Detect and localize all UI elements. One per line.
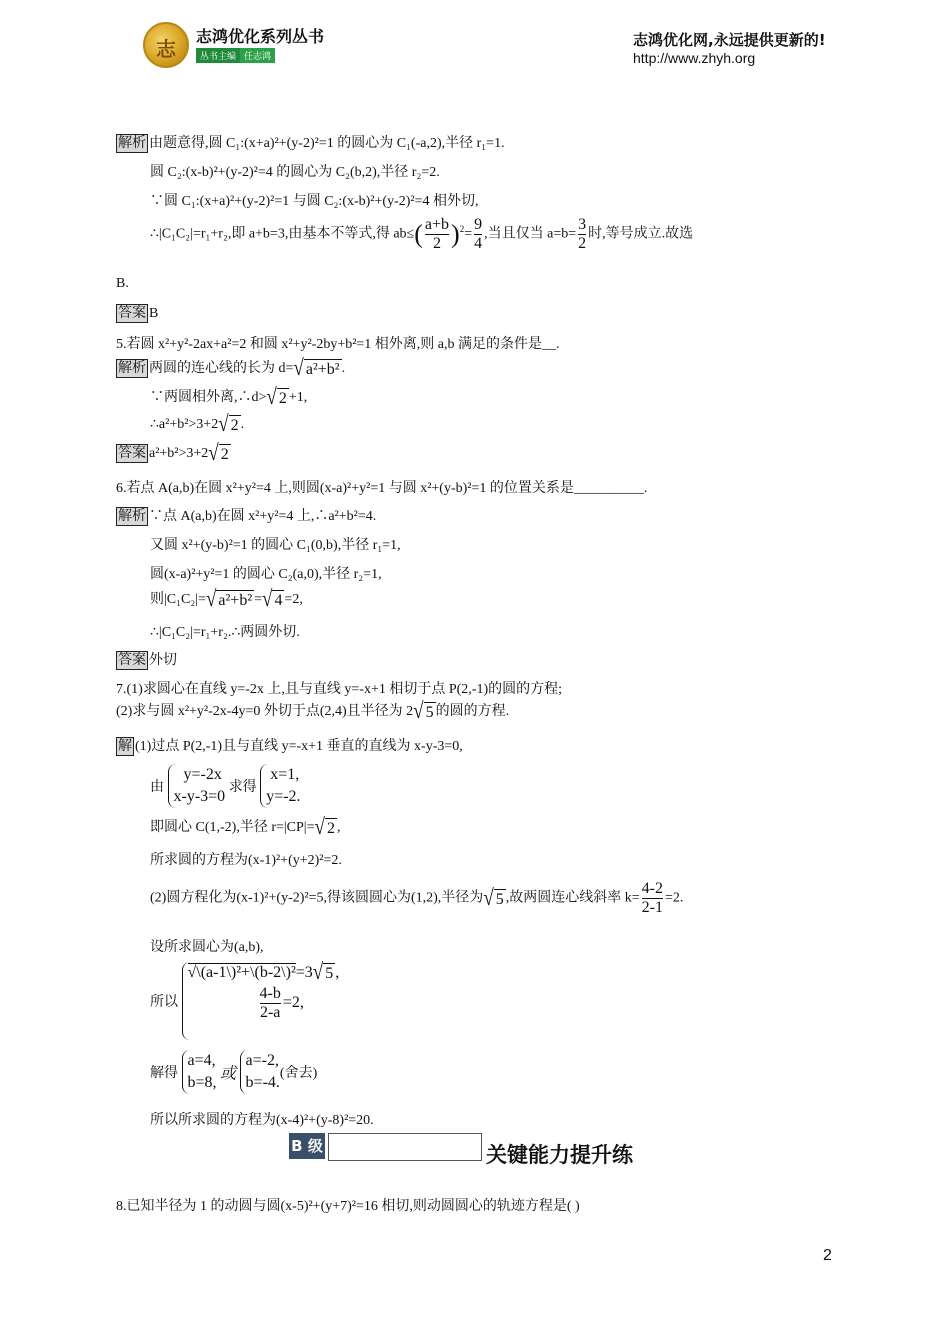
q7-solution-line5 <box>150 880 683 917</box>
q7-solution-line9: 所以所求圆的方程为(x-4)²+(y-8)²=20. <box>150 1113 374 1128</box>
q6-analysis-line3: 圆(x-a)²+y²=1 的圆心 C₂(a,0),半径 r₂=1, <box>150 567 382 582</box>
q5-analysis-line2 <box>150 386 307 409</box>
q6-analysis-line2: 又圆 x²+(y-b)²=1 的圆心 C₁(0,b),半径 r₁=1, <box>150 538 401 553</box>
q5-answer-radicand: 2 <box>220 446 229 463</box>
q7-slope-fraction <box>642 880 663 917</box>
q7-eq1-radicand: 5 <box>325 965 334 982</box>
q5-sqrt-2-radicand: 2 <box>278 389 287 407</box>
solution-tag: 解 <box>118 738 132 754</box>
q5-sqrt-2: √ 2 <box>266 384 287 410</box>
q7-system-3-eq2 <box>188 985 340 1022</box>
q7-s1-text: (1)过点 P(2,-1)且与直线 y=-x+1 垂直的直线为 x-y-3=0, <box>135 739 463 754</box>
q6-sqrt-2: √ 4 <box>262 586 283 612</box>
q7-s3-radicand: 2 <box>326 819 335 837</box>
q7-question-1: 7.(1)求圆心在直线 y=-2x 上,且与直线 y=-x+1 相切于点 P(2,-1)的圆的方程; <box>116 682 562 697</box>
q7-sol2-b: b=-4. <box>245 1074 280 1091</box>
q7-solution-system-2 <box>150 959 340 1040</box>
q4-frac1-num: a+b <box>424 216 450 233</box>
q7-slope-num: 4-2 <box>641 880 663 897</box>
q7-system-1-eq1: y=-2x <box>183 766 222 783</box>
q7-solution-line1 <box>116 735 463 756</box>
site-slogan: 志鸿优化网,永远提供更新的! <box>633 31 826 49</box>
q5-l3-end: . <box>240 417 245 433</box>
q6-sqrt-2-radicand: 4 <box>274 591 283 609</box>
answer-tag: 答案 <box>118 305 146 321</box>
q4-fraction-3 <box>578 216 586 253</box>
q7-s5-text: (2)圆方程化为(x-1)²+(y-2)²=5,得该圆圆心为(1,2),半径为 <box>150 890 484 906</box>
q7-system-5-brace <box>240 1050 280 1094</box>
q7-eq2-end: =2, <box>282 994 304 1012</box>
answer-tag: 答案 <box>118 652 146 668</box>
analysis-tag: 解析 <box>118 135 146 151</box>
q7-system-1-eq2: x-y-3=0 <box>173 788 226 805</box>
q7-solution-line4: 所求圆的方程为(x-1)²+(y+2)²=2. <box>150 853 342 868</box>
q6-l1-text: ∵点 A(a,b)在圆 x²+y²=4 上,∴a²+b²=4. <box>149 509 377 524</box>
q7-s5-end: =2. <box>664 890 684 906</box>
q7-s5-sqrt: √ 5 <box>483 885 504 911</box>
q4-frac2-num: 9 <box>474 216 483 233</box>
q7-s8-end: (舍去) <box>279 1066 318 1081</box>
q6-answer <box>116 649 177 670</box>
q6-l4-text: 则|C₁C₂|= <box>150 592 206 607</box>
q5-analysis-line3 <box>150 411 245 437</box>
q7-solution-line6: 设所求圆心为(a,b), <box>150 940 264 955</box>
q5-sqrt-3-radicand: 2 <box>230 417 239 434</box>
analysis-tag: 解析 <box>118 360 146 376</box>
q6-analysis-line4 <box>150 588 303 611</box>
q7-q2-sqrt: √ 5 <box>413 698 434 724</box>
q7-s5-text-2: ,故两圆连心线斜率 k= <box>505 890 640 906</box>
q4-l4-text-2: ,当且仅当 a=b= <box>484 226 577 242</box>
q7-system-2-eq2: y=-2. <box>266 788 301 805</box>
section-title: 关键能力提升练 <box>486 1143 633 1167</box>
q6-answer-text: 外切 <box>149 653 177 668</box>
q5-answer <box>116 440 231 466</box>
q5-answer-text: a²+b²>3+2 <box>149 446 209 462</box>
q6-sqrt-1: √ a²+b² <box>205 586 253 612</box>
q7-solution-system-1 <box>150 764 301 808</box>
section-level-badge: B 级 <box>289 1133 325 1159</box>
q4-analysis-line3: ∵圆 C₁:(x+a)²+(y-2)²=1 与圆 C₂:(x-b)²+(y-2)²=4 相外切, <box>150 194 479 209</box>
q4-answer-text: B <box>149 306 159 321</box>
q4-l4-text-3: 时,等号成立.故选 <box>588 226 694 242</box>
q7-eq1-end: , <box>335 964 340 982</box>
editor-badge <box>196 48 275 62</box>
q7-solution-line3 <box>150 816 340 839</box>
q7-system-3-brace <box>182 959 340 1040</box>
q7-eq1-root: √\(a-1\)²+\(b-2\)² <box>187 964 296 982</box>
page-number: 2 <box>823 1247 832 1264</box>
editor-name: 任志鸿 <box>240 48 275 63</box>
q4-frac3-den: 2 <box>578 235 587 252</box>
q4-text: 由题意得,圆 C₁:(x+a)²+(y-2)²=1 的圆心为 C₁(-a,2),半径 r₁=1. <box>149 136 505 151</box>
q7-q2-radicand: 5 <box>425 703 434 721</box>
q4-l4-text: ∴|C₁C₂|=r₁+r₂,即 a+b=3,由基本不等式,得 ab≤ <box>150 226 415 242</box>
q5-answer-sqrt: √ 2 <box>208 440 229 466</box>
q5-l3-text: ∴a²+b²>3+2 <box>150 417 219 433</box>
q4-eq: = <box>464 226 473 242</box>
q7-s8-pre: 解得 <box>150 1066 178 1081</box>
q7-sol1-a: a=4, <box>187 1052 216 1069</box>
q7-s3-text: 即圆心 C(1,-2),半径 r=|CP|= <box>150 820 315 835</box>
q6-l4-eq: = <box>254 592 263 607</box>
q7-system-2-eq1: x=1, <box>270 766 300 783</box>
q4-frac2-den: 4 <box>474 235 483 252</box>
q5-l2-end: +1, <box>288 390 308 405</box>
q5-sqrt-3: √ 2 <box>218 411 239 437</box>
q4-power: 2 <box>459 224 465 235</box>
q5-question: 5.若圆 x²+y²-2ax+a²=2 和圆 x²+y²-2by+b²=1 相外离,则 a,b 满足的条件是__. <box>116 337 560 352</box>
q6-question: 6.若点 A(a,b)在圆 x²+y²=4 上,则圆(x-a)²+y²=1 与圆 x²+(y-b)²=1 的位置关系是__________. <box>116 481 648 496</box>
q6-l4-end: =2, <box>284 592 303 607</box>
q7-eq2-den: 2-a <box>259 1004 281 1021</box>
q7-q2-text: (2)求与圆 x²+y²-2x-4y=0 外切于点(2,4)且半径为 2 <box>116 704 414 719</box>
q5-l2-text: ∵两圆相外离,∴d> <box>150 390 267 405</box>
section-bar-box <box>328 1133 482 1161</box>
q7-s7-pre: 所以 <box>150 995 178 1010</box>
q7-s3-end: , <box>336 820 341 835</box>
q7-solution-system-3 <box>150 1050 317 1094</box>
q5-sqrt-1: √ a²+b² <box>293 355 340 381</box>
q6-analysis-line1 <box>116 505 376 526</box>
q5-l1-text: 两圆的连心线的长为 d= <box>149 361 294 376</box>
q7-system-3-eq1 <box>187 959 340 985</box>
q4-analysis-line5: B. <box>116 276 129 291</box>
q7-s3-sqrt: √ 2 <box>314 814 335 840</box>
q5-sqrt-1-radicand: a²+b² <box>305 360 340 378</box>
q4-analysis-line4: ∴|C₁C₂|=r₁+r₂,即 a+b=3,由基本不等式,得 ab≤( $\frac{a+b}{2}$ )$^2$= $\frac{9}{4}$ ,当且仅当 a=b= $\frac{3}{2}$ 时,等号成立.故选 <box>150 216 694 252</box>
series-title: 志鸿优化系列丛书 <box>196 27 325 46</box>
q7-eq2-fraction <box>260 985 281 1022</box>
q7-sol2-a: a=-2, <box>245 1052 279 1069</box>
q4-analysis-line2: 圆 C₂:(x-b)²+(y-2)²=4 的圆心为 C₂(b,2),半径 r₂=2. <box>150 165 440 180</box>
q7-system-1-brace <box>168 764 226 808</box>
site-url[interactable]: http://www.zhyh.org <box>633 50 756 66</box>
answer-tag: 答案 <box>118 445 146 462</box>
q7-eq2-num: 4-b <box>259 985 281 1002</box>
q4-frac3-num: 3 <box>578 216 587 233</box>
q8-question: 8.已知半径为 1 的动圆与圆(x-5)²+(y+7)²=16 相切,则动圆圆心的轨迹方程是( ) <box>116 1199 580 1214</box>
q7-s5-radicand: 5 <box>495 890 504 908</box>
editor-label: 丛书主编 <box>196 48 240 63</box>
q7-sol1-b: b=8, <box>187 1074 217 1091</box>
q4-frac1-den: 2 <box>432 235 441 252</box>
q7-system-2-brace <box>260 764 300 808</box>
q4-answer <box>116 304 158 323</box>
q7-q2-end: 的圆的方程. <box>435 704 510 719</box>
q7-s2-mid: 求得 <box>228 780 257 795</box>
q4-fraction-1 <box>425 216 449 253</box>
q7-eq1-eq: =3 <box>295 964 313 982</box>
analysis-tag: 解析 <box>118 508 146 524</box>
publisher-logo <box>143 22 189 68</box>
q7-question-2 <box>116 700 509 723</box>
q4-fraction-2 <box>474 216 482 253</box>
q7-eq1-sqrt: √ 5 <box>312 959 334 985</box>
q7-slope-den: 2-1 <box>641 899 663 916</box>
q7-s8-or: 或 <box>220 1065 237 1083</box>
q5-l1-end: . <box>341 361 346 376</box>
q4-analysis-line1 <box>116 132 505 153</box>
q5-analysis-line1 <box>116 357 345 380</box>
q7-system-4-brace <box>182 1050 217 1094</box>
q7-s2-pre: 由 <box>150 780 164 795</box>
q6-sqrt-1-radicand: a²+b² <box>218 591 253 609</box>
q6-analysis-line5: ∴|C₁C₂|=r₁+r₂.∴两圆外切. <box>150 625 300 640</box>
